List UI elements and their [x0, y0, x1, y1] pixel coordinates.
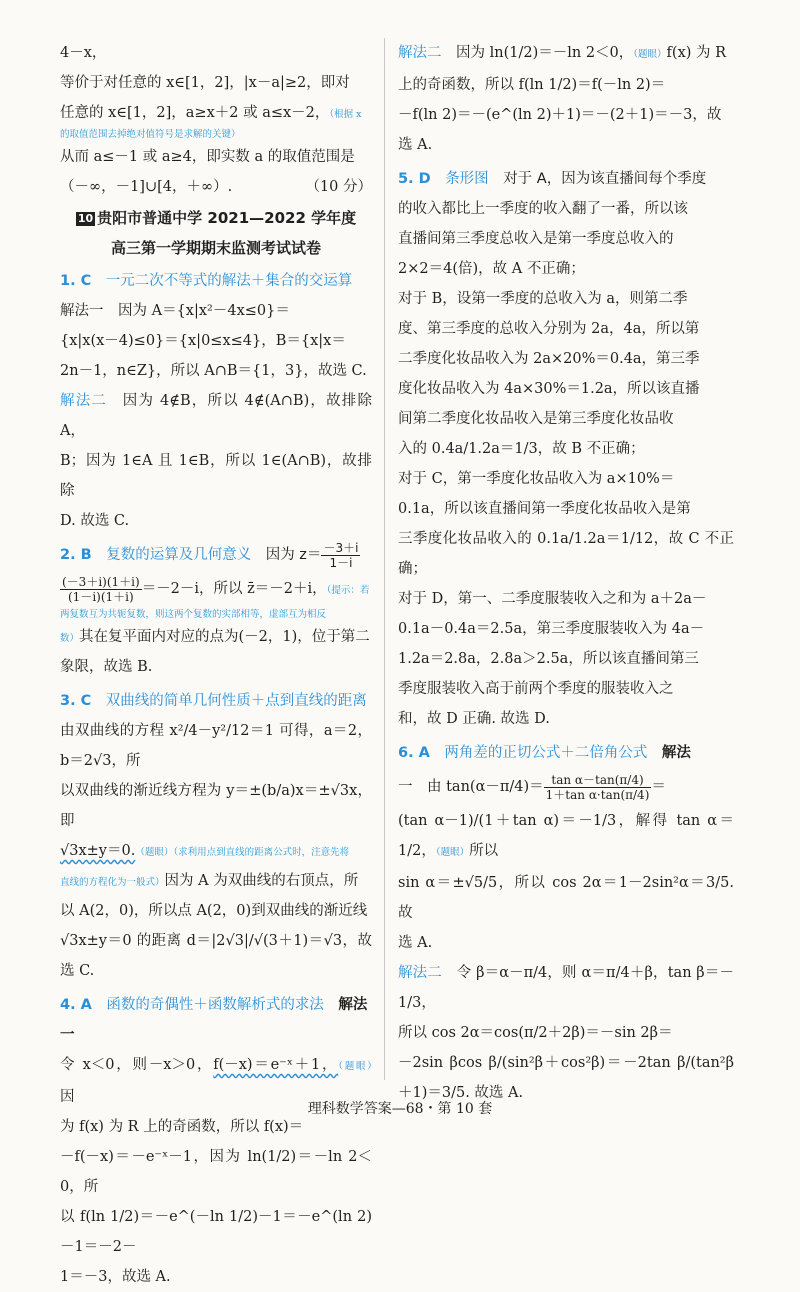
text-line: 令 x＜0，则－x＞0，f(－x)＝e⁻ˣ＋1，（题眼） 因 — [60, 1057, 372, 1105]
question-heading: 1. C 一元二次不等式的解法＋集合的交运算 — [60, 273, 353, 289]
text-line: 1＝－3，故选 A. — [60, 1269, 171, 1285]
text-line: 对于 D，第一、二季度服装收入之和为 a＋2a－ — [398, 591, 707, 607]
method-label: 解法二 — [398, 45, 442, 61]
text-line: 所以 cos 2α＝cos(π/2＋2β)＝－sin 2β＝ — [398, 1025, 673, 1041]
text-line: 解法二 因为 4∉B，所以 4∉(A∩B)，故排除 A， — [60, 393, 373, 439]
text-line: 和，故 D 正确. 故选 D. — [398, 711, 550, 727]
text-line: 解法一 因为 A＝{x|x²－4x≤0}＝ — [60, 303, 290, 319]
text-line: (tan α－1)/(1＋tan α)＝－1/3，解得 tan α＝1/2，（题眼）所以 — [398, 813, 734, 859]
text-line: 的收入都比上一季度的收入翻了一番，所以该 — [398, 201, 688, 217]
text-line: 解法二 令 β＝α－π/4，则 α＝π/4＋β，tan β＝－1/3， — [398, 965, 734, 1011]
text-line: 数）其在复平面内对应的点为(－2，1)，位于第二 — [60, 629, 370, 645]
text-line: 2×2＝4(倍)，故 A 不正确； — [398, 261, 585, 277]
text-line: 以 A(2，0)，所以点 A(2，0)到双曲线的渐近线 — [60, 903, 368, 919]
text-line: 二季度化妆品收入为 2a×20%＝0.4a，第三季 — [398, 351, 700, 367]
question-heading: 2. B 复数的运算及几何意义 因为 z＝ $\frac{-3+i}{1-i}$ — [60, 540, 359, 570]
text-line: B；因为 1∈A 且 1∈B，所以 1∈(A∩B)，故排除 — [60, 453, 372, 499]
text-line: 度化妆品收入为 4a×30%＝1.2a，所以该直播 — [398, 381, 700, 397]
question-heading: 4. A 函数的奇偶性＋函数解析式的求法 解法一 — [60, 997, 368, 1043]
text-line: 象限，故选 B. — [60, 659, 153, 675]
text-line: $\frac{(-3+i)(1+i)}{(1-i)(1+i)}$ ＝－2－i，所以 z̄＝－2＋i，（提示：若 — [62, 574, 370, 604]
text-line: 0.1a，所以该直播间第一季度化妆品收入是第 — [398, 501, 691, 517]
text-line: √3x±y＝0 的距离 d＝|2√3|/√(3＋1)＝√3，故选 C. — [60, 933, 372, 979]
method-label: 解法二 — [398, 965, 442, 981]
text-line: 由双曲线的方程 x²/4－y²/12＝1 可得，a＝2，b＝2√3，所 — [60, 723, 372, 769]
text-line: 选 A. — [398, 935, 433, 951]
text-line: 0.1a－0.4a＝2.5a，第三季度服装收入为 4a－ — [398, 621, 705, 637]
page-footer: 理科数学答案—68・第 10 套 — [307, 1101, 493, 1117]
text-line: 4－x， — [60, 45, 107, 61]
text-line: （－∞，－1]∪[4，＋∞）. （10 分） — [60, 172, 372, 202]
text-line: √3x±y＝0.（题眼）（求利用点到直线的距离公式时，注意先将 — [60, 843, 350, 859]
text-line: 入的 0.4a/1.2a＝1/3，故 B 不正确； — [398, 441, 645, 457]
score-label: （10 分） — [305, 179, 372, 195]
text-line: 季度服装收入高于前两个季度的服装收入之 — [398, 681, 674, 697]
question-heading: 3. C 双曲线的简单几何性质＋点到直线的距离 — [60, 693, 367, 709]
right-column — [398, 38, 734, 1108]
text-line: {x|x(x－4)≤0}＝{x|0≤x≤4}，B＝{x|x＝ — [60, 333, 346, 349]
text-line: 为 f(x) 为 R 上的奇函数，所以 f(x)＝ — [60, 1119, 304, 1135]
exam-subtitle: 高三第一学期期末监测考试试卷 — [110, 239, 321, 257]
text-line: 1.2a＝2.8a，2.8a＞2.5a，所以该直播间第三 — [398, 651, 699, 667]
text-line: 任意的 x∈[1，2]，a≥x＋2 或 a≤x－2，（根据 x — [60, 105, 362, 121]
text-line: 2n－1，n∈Z}，所以 A∩B＝{1，3}，故选 C. — [60, 363, 367, 379]
hint-note: 的取值范围去掉绝对值符号是求解的关键） — [60, 129, 241, 140]
hint-note: （根据 x — [329, 109, 362, 120]
text-line: 直线的方程化为一般式）因为 A 为双曲线的右顶点，所 — [60, 873, 359, 889]
question-heading: 5. D 条形图 对于 A，因为该直播间每个季度 — [398, 171, 707, 187]
text-line: －f(ln 2)＝－(e^(ln 2)＋1)＝－(2＋1)＝－3，故 — [398, 107, 722, 123]
text-line: －f(－x)＝－e⁻ˣ－1，因为 ln(1/2)＝－ln 2＜0，所 — [60, 1149, 372, 1195]
question-heading: 6. A 两角差的正切公式＋二倍角公式 解法 — [398, 745, 691, 761]
text-line: 对于 B，设第一季度的总收入为 a，则第二季 — [398, 291, 688, 307]
text-line: 直播间第三季度总收入是第一季度总收入的 — [398, 231, 674, 247]
text-line: sin α＝±√5/5，所以 cos 2α＝1－2sin²α＝3/5. 故 — [398, 875, 734, 921]
text-line: 等价于对任意的 x∈[1，2]，|x－a|≥2，即对 — [60, 75, 350, 91]
text-line: 从而 a≤－1 或 a≥4，即实数 a 的取值范围是 — [60, 149, 355, 165]
text-line: D. 故选 C. — [60, 513, 130, 529]
text-line: 上的奇函数，所以 f(ln 1/2)＝f(－ln 2)＝ — [398, 77, 666, 93]
text-line: 对于 C，第一季度化妆品收入为 a×10%＝ — [398, 471, 675, 487]
exam-title: 10 贵阳市普通中学 2021—2022 学年度 — [77, 209, 357, 227]
text-line: 以双曲线的渐近线方程为 y＝±(b/a)x＝±√3x，即 — [60, 783, 372, 829]
text-line: 间第二季度化妆品收入是第三季度化妆品收 — [398, 411, 674, 427]
hint-note: 两复数互为共轭复数，则这两个复数的实部相等，虚部互为相反 — [60, 609, 327, 620]
column-divider — [384, 38, 385, 1080]
text-line: 以 f(ln 1/2)＝－e^(－ln 1/2)－1＝－e^(ln 2)－1＝－2－ — [60, 1209, 372, 1255]
set-number-badge: 10 — [77, 212, 94, 225]
method-label: 解法二 — [60, 393, 108, 409]
text-line: 度、第三季度的总收入分别为 2a，4a，所以第 — [398, 321, 700, 337]
text-line: －2sin βcos β/(sin²β＋cos²β)＝－2tan β/(tan²β＋1)＝3/5. 故选 A. — [398, 1055, 734, 1101]
text-line: 选 A. — [398, 137, 433, 153]
text-line: 三季度化妆品收入的 0.1a/1.2a＝1/12，故 C 不正确； — [398, 531, 734, 577]
text-line: 一 由 tan(α－π/4)＝ $\frac{\text{tan α－tan(π/4)}}{\text{1＋tan α·tan(π/4)}}$ ＝ — [398, 772, 666, 802]
text-line: 解法二 因为 ln(1/2)＝－ln 2＜0，（题眼）f(x) 为 R — [398, 45, 727, 61]
